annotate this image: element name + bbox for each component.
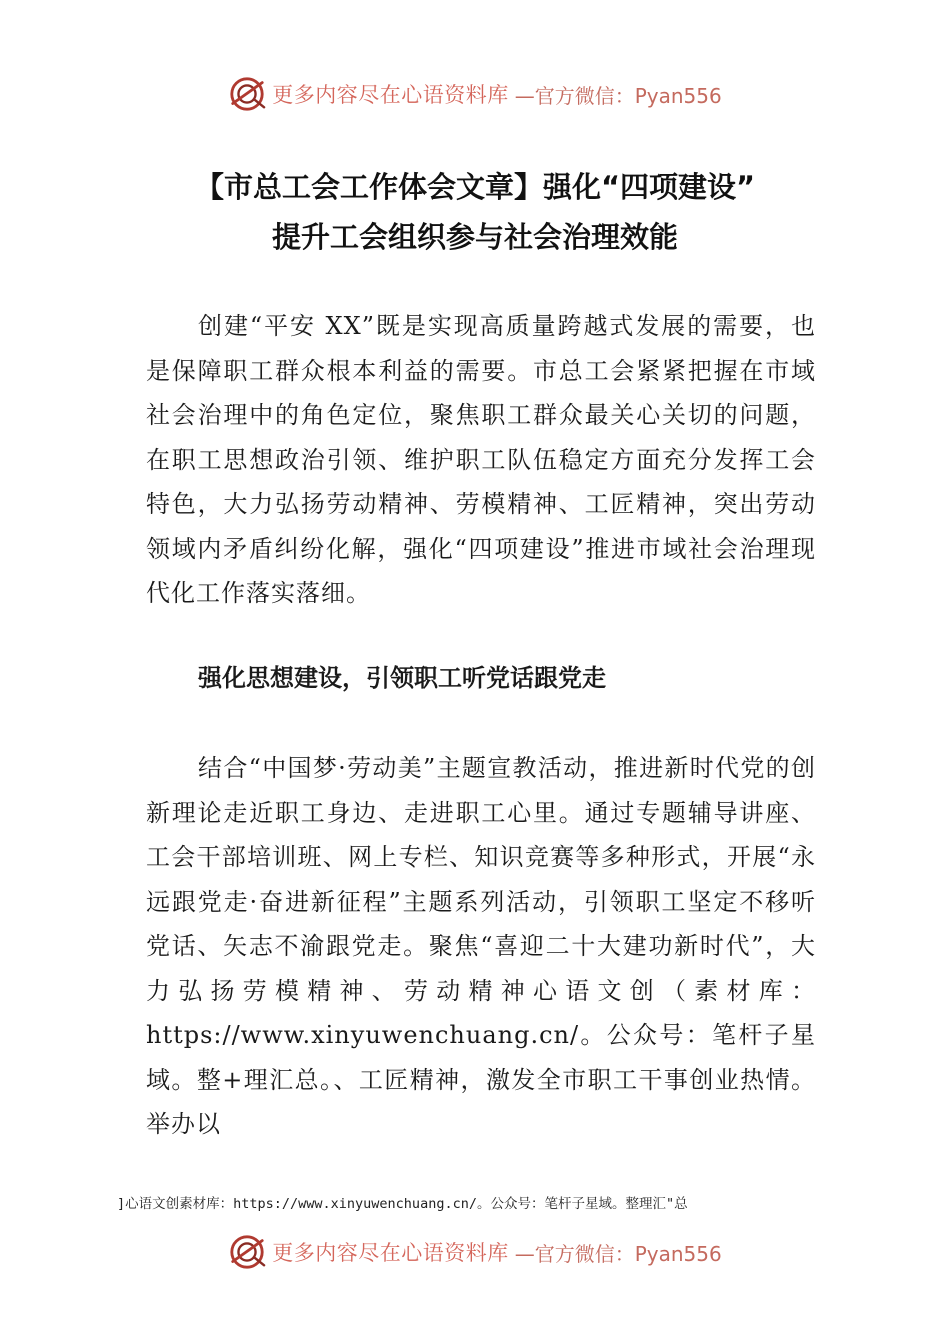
section-heading: 强化思想建设，引领职工听党话跟党走 bbox=[198, 664, 606, 692]
brand-logo-icon bbox=[228, 75, 266, 113]
intro-paragraph: 创建“平安 XX”既是实现高质量跨越式发展的需要，也是保障职工群众根本利益的需要。市总工会紧紧把握在市域社会治理中的角色定位，聚焦职工群众最关心关切的问题，在职工思想政治引领、维护职工队伍稳定方面充分发挥工会特色，大力弘扬劳动精神、劳模精神、工匠精神，突出劳动领域内矛盾纠纷化解，强化“四项建设”推进市域社会治理现代化工作落实落细。 bbox=[146, 312, 816, 607]
title-line-2: 提升工会组织参与社会治理效能 bbox=[271, 220, 678, 254]
title-line-1: 【市总工会工作体会文章】强化“四项建设” bbox=[194, 170, 756, 204]
footnote: ]心语文创素材库：https://www.xinyuwenchuang.cn/。公众号：笔杆子星域。整理汇"总 bbox=[117, 1196, 688, 1212]
banner-brand-text: 更多内容尽在心语资料库 bbox=[272, 83, 509, 107]
banner-official-wechat: —官方微信：Pyan556 bbox=[514, 83, 722, 108]
banner-official-wechat: —官方微信：Pyan556 bbox=[514, 1241, 722, 1266]
header-banner bbox=[0, 72, 950, 116]
footer-banner bbox=[0, 1230, 950, 1274]
body-paragraph: 结合“中国梦·劳动美”主题宣教活动，推进新时代党的创新理论走近职工身边、走进职工心里。通过专题辅导讲座、工会干部培训班、网上专栏、知识竞赛等多种形式，开展“永远跟党走·奋进新征程”主题系列活动，引领职工坚定不移听党话、矢志不渝跟党走。聚焦“喜迎二十大建功新时代”，大力弘扬劳模精神、劳动精神心语文创（素材库：https://www.xinyuwenchuang.cn/。公众号：笔杆子星域。整+理汇总。、工匠精神，激发全市职工干事创业热情。举办以 bbox=[146, 754, 816, 1138]
document-title bbox=[0, 162, 950, 262]
banner-brand-text: 更多内容尽在心语资料库 bbox=[272, 1241, 509, 1265]
brand-logo-icon bbox=[228, 1233, 266, 1271]
